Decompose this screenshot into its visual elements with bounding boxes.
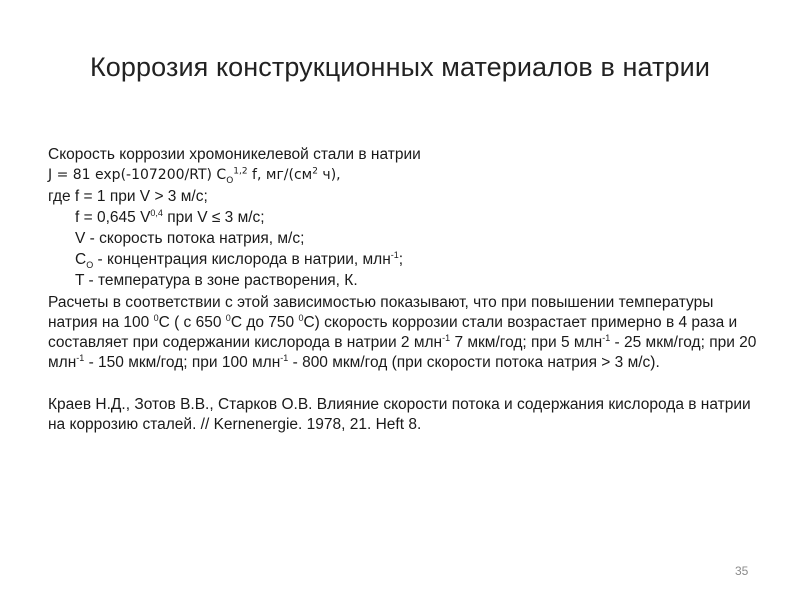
text-part: ; xyxy=(398,251,404,268)
text-part: 7 мкм/год; при 5 млн xyxy=(450,334,603,351)
calculation-paragraph xyxy=(48,293,763,373)
slide-title: Коррозия конструкционных материалов в натрии xyxy=(89,52,711,82)
superscript: 0 xyxy=(225,312,231,323)
text-part: Расчеты в соответствии с этой зависимостью показывают, что при повышении температуры натрия на 100 xyxy=(48,294,714,331)
formula-part: f, мг/(см xyxy=(247,167,313,183)
formula-superscript: 2 xyxy=(312,166,318,177)
subscript: O xyxy=(86,260,94,271)
text-part: C до 750 xyxy=(230,314,299,331)
f-definition-line xyxy=(48,207,763,228)
text-part: при V ≤ 3 м/с; xyxy=(162,209,265,226)
text-part: - 800 мкм/год (при скорости потока натрия > 3 м/с). xyxy=(288,354,660,371)
v-definition-line: V - скорость потока натрия, м/с; xyxy=(75,230,305,247)
text-part: C xyxy=(75,251,87,268)
corrosion-formula xyxy=(48,165,763,186)
superscript: -1 xyxy=(602,332,611,343)
intro-line: Скорость коррозии хромоникелевой стали в натрии xyxy=(48,146,421,163)
text-part: - 150 мкм/год; при 100 млн xyxy=(84,354,281,371)
page-number: 35 xyxy=(735,564,749,578)
text-part: C ( с 650 xyxy=(158,314,226,331)
superscript: -1 xyxy=(280,352,289,363)
superscript: 0 xyxy=(298,312,304,323)
superscript: -1 xyxy=(76,352,85,363)
superscript: -1 xyxy=(442,332,451,343)
text-part: C) скорость коррозии стали возрастает примерно в 4 раза и составляет при содержании кислорода в натрии 2 млн xyxy=(48,314,738,351)
reference-citation: Краев Н.Д., Зотов В.В., Старков О.В. Влияние скорости потока и содержания кислорода в натрии на коррозию сталей. // Kernenergie. 1978, 21. Heft 8. xyxy=(48,396,751,433)
superscript: 0 xyxy=(153,312,159,323)
text-part: f = 0,645 V xyxy=(75,209,151,226)
t-definition-line: T - температура в зоне растворения, К. xyxy=(75,272,358,289)
formula-part: J = 81 exp(-107200/RT) C xyxy=(48,167,227,183)
superscript: -1 xyxy=(390,249,399,260)
slide-content xyxy=(48,144,763,435)
superscript: 0,4 xyxy=(150,207,163,218)
formula-superscript: 1,2 xyxy=(233,166,248,177)
co-definition-line xyxy=(48,249,763,270)
text-part: - концентрация кислорода в натрии, млн xyxy=(93,251,391,268)
where-line: где f = 1 при V > 3 м/с; xyxy=(48,188,208,205)
formula-part: ч), xyxy=(317,167,341,183)
text-part: - 25 мкм/год; при 20 млн xyxy=(48,334,757,371)
formula-subscript: O xyxy=(226,175,234,186)
